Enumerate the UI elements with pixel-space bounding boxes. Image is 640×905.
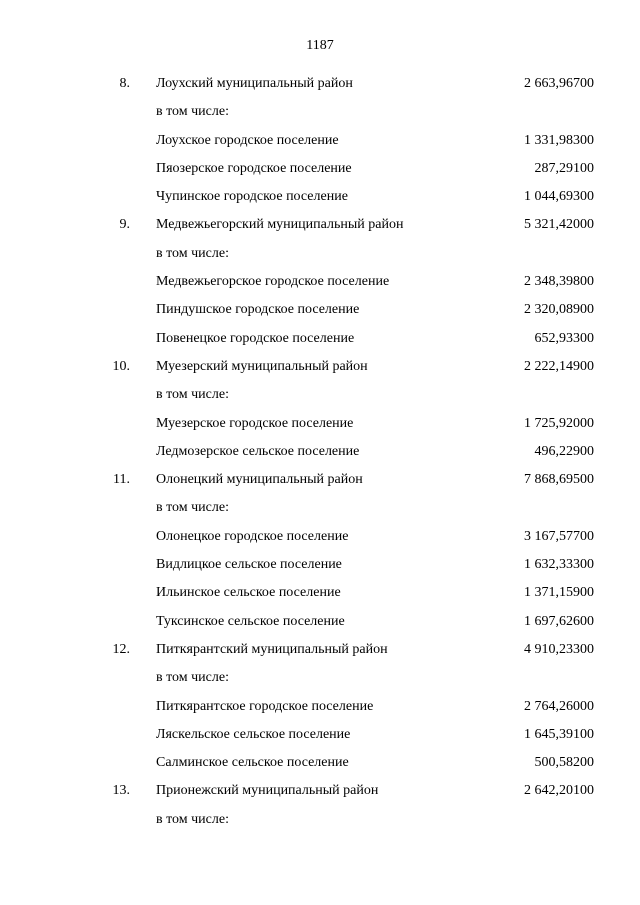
table-row [0,133,640,161]
table-row [0,557,640,585]
table-row [0,783,640,811]
table-row [0,302,640,330]
municipality-name: Прионежский муниципальный район [156,783,379,799]
table-row [0,189,640,217]
municipality-name: Пяозерское городское поселение [156,160,352,176]
amount-value: 1 044,69300 [524,189,594,205]
municipality-name: в том числе: [156,387,229,403]
amount-value: 1 331,98300 [524,132,594,148]
table-row [0,614,640,642]
table-row [0,642,640,670]
budget-table [0,76,640,840]
amount-value: 500,58200 [534,755,594,771]
row-number: 9. [119,217,130,233]
table-row [0,755,640,783]
table-row [0,274,640,302]
table-row [0,217,640,245]
municipality-name: Повенецкое городское поселение [156,330,355,346]
amount-value: 1 697,62600 [524,613,594,629]
table-row [0,585,640,613]
table-row [0,529,640,557]
table-row [0,472,640,500]
amount-value: 2 663,96700 [524,76,594,91]
amount-value: 4 910,23300 [524,641,594,657]
municipality-name: в том числе: [156,670,229,686]
amount-value: 2 222,14900 [524,358,594,374]
municipality-name: Чупинское городское поселение [156,189,348,205]
amount-value: 7 868,69500 [524,472,594,488]
amount-value: 2 348,39800 [524,274,594,290]
amount-value: 1 371,15900 [524,585,594,601]
table-row [0,670,640,698]
table-row [0,812,640,840]
table-row [0,104,640,132]
table-row [0,444,640,472]
amount-value: 496,22900 [534,443,594,459]
amount-value: 287,29100 [534,160,594,176]
amount-value: 2 642,20100 [524,783,594,799]
municipality-name: Туксинское сельское поселение [156,613,345,629]
amount-value: 652,93300 [534,330,594,346]
municipality-name: Лоухский муниципальный район [156,76,353,91]
municipality-name: Олонецкое городское поселение [156,528,349,544]
municipality-name: Пиндушское городское поселение [156,302,360,318]
amount-value: 2 764,26000 [524,698,594,714]
municipality-name: Медвежьегорское городское поселение [156,274,390,290]
municipality-name: Видлицкое сельское поселение [156,557,342,573]
row-number: 8. [119,76,130,91]
municipality-name: Салминское сельское поселение [156,755,349,771]
amount-value: 1 725,92000 [524,415,594,431]
amount-value: 1 645,39100 [524,726,594,742]
municipality-name: Муезерский муниципальный район [156,358,368,374]
municipality-name: Питкярантский муниципальный район [156,641,388,657]
row-number: 11. [113,472,130,488]
amount-value: 2 320,08900 [524,302,594,318]
table-row [0,500,640,528]
municipality-name: в том числе: [156,500,229,516]
table-row [0,727,640,755]
page-number: 1187 [306,38,334,53]
amount-value: 5 321,42000 [524,217,594,233]
municipality-name: Медвежьегорский муниципальный район [156,217,404,233]
municipality-name: Олонецкий муниципальный район [156,472,363,488]
municipality-name: Ляскельское сельское поселение [156,726,351,742]
table-row [0,246,640,274]
municipality-name: Муезерское городское поселение [156,415,354,431]
row-number: 13. [112,783,130,799]
table-row [0,359,640,387]
row-number: 12. [112,641,130,657]
amount-value: 1 632,33300 [524,557,594,573]
table-row [0,76,640,104]
municipality-name: в том числе: [156,811,229,827]
table-row [0,699,640,727]
table-row [0,416,640,444]
municipality-name: Ильинское сельское поселение [156,585,341,601]
municipality-name: Питкярантское городское поселение [156,698,374,714]
municipality-name: Лоухское городское поселение [156,132,339,148]
row-number: 10. [112,358,130,374]
table-row [0,331,640,359]
amount-value: 3 167,57700 [524,528,594,544]
table-row [0,161,640,189]
municipality-name: в том числе: [156,245,229,261]
table-row [0,387,640,415]
municipality-name: Ледмозерское сельское поселение [156,443,360,459]
municipality-name: в том числе: [156,104,229,120]
